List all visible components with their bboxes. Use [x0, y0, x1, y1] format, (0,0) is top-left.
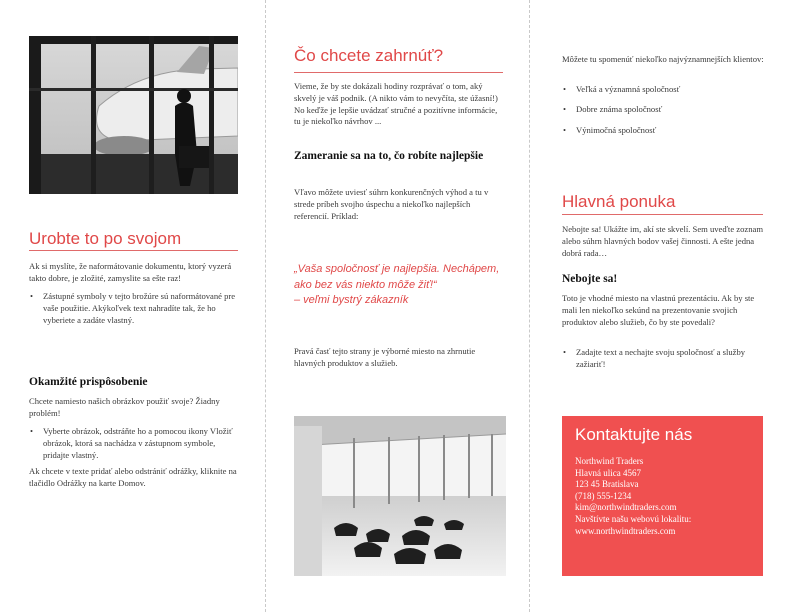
middle-intro: Vieme, že by ste dokázali hodiny rozprávať o tom, aký skvelý je váš podnik. (A nikto vám to nevyčíta, ste úžasní!) No keďže je lepšie uvádzať stručné a pozitívne informácie, tu je niekoľko návrhov ...	[294, 81, 498, 127]
contact-website[interactable]: www.northwindtraders.com	[575, 525, 676, 536]
list-item: • Zadajte text a nechajte svoju spoločnosť a služby zažiariť!	[562, 347, 767, 371]
middle-heading-rule	[294, 72, 503, 73]
contact-city: 123 45 Bratislava	[575, 479, 639, 490]
left-sub-heading: Okamžité prispôsobenie	[29, 376, 148, 388]
contact-street: Hlavná ulica 4567	[575, 467, 641, 478]
client-list	[562, 84, 767, 136]
testimonial	[294, 262, 506, 309]
right-sub-bullet-list	[562, 347, 767, 371]
contact-details	[575, 456, 691, 537]
offer-text: Nebojte sa! Ukážte im, akí ste skvelí. Sem uveďte zoznam alebo súhrn hlavných bodov vašej činnosti. A ešte jedna dobrá rada…	[562, 224, 764, 258]
left-heading-rule	[29, 250, 238, 251]
list-item: • Veľká a významná spoločnosť	[562, 84, 767, 96]
list-item: • Vyberte obrázok, odstráňte ho a pomocou ikony Vložiť obrázok, ktorá sa nachádza v zástupnom symbole, pridajte vlastný.	[29, 426, 239, 461]
left-bullet-list	[29, 291, 239, 326]
fold-line-right	[529, 0, 530, 612]
right-heading: Hlavná ponuka	[562, 192, 676, 211]
airport-photo	[29, 36, 238, 194]
left-sub-intro: Chcete namiesto našich obrázkov použiť svoje? Žiadny problém!	[29, 396, 220, 418]
left-closing: Ak chcete v texte pridať alebo odstrániť odrážky, kliknite na tlačidlo Odrážky na karte Domov.	[29, 466, 237, 488]
middle-heading: Čo chcete zahrnúť?	[294, 46, 444, 65]
left-heading: Urobte to po svojom	[29, 229, 182, 248]
list-item: • Dobre známa spoločnosť	[562, 104, 767, 116]
left-intro: Ak si myslíte, že naformátovanie dokumentu, ktorý vyzerá takto dobre, je zložité, zamyslite sa ešte raz!	[29, 261, 232, 283]
middle-closing: Pravá časť tejto strany je výborné miesto na zhrnutie hlavných produktov a služieb.	[294, 346, 476, 368]
fold-line-left	[265, 0, 266, 612]
right-sub-text: Toto je vhodné miesto na vlastnú prezentáciu. Ak by ste mali len niekoľko sekúnd na prezentovanie svojich produktov alebo služieb, čo by ste povedali?	[562, 293, 755, 327]
right-intro: Môžete tu spomenúť niekoľko najvýznamnejších klientov:	[562, 54, 764, 64]
contact-title: Kontaktujte nás	[575, 425, 693, 444]
contact-visit-label: Navštívte našu webovú lokalitu:	[575, 513, 692, 524]
list-item: • Výnimočná spoločnosť	[562, 125, 767, 137]
contact-company: Northwind Traders	[575, 456, 644, 466]
contact-phone: (718) 555-1234	[575, 490, 632, 501]
lobby-photo	[294, 416, 506, 576]
testimonial-quote: „Vaša spoločnosť je najlepšia. Nechápem, ako bez vás niekto môže žiť!“	[294, 263, 500, 291]
middle-sub-text: Vľavo môžete uviesť súhrn konkurenčných výhod a tu v strede príbeh svojho úspechu a niekoľko najlepších referencií. Príklad:	[294, 187, 489, 221]
contact-box	[562, 416, 763, 576]
left-sub-bullet-list	[29, 426, 239, 461]
testimonial-author: – veľmi bystrý zákazník	[294, 294, 409, 306]
contact-email[interactable]: kim@northwindtraders.com	[575, 502, 677, 513]
middle-sub-heading: Zameranie sa na to, čo robíte najlepšie	[294, 150, 484, 162]
list-item: • Zástupné symboly v tejto brožúre sú naformátované pre vaše použitie. Akýkoľvek text nahradíte tak, že ho vyberiete a zadáte vlastný.	[29, 291, 239, 326]
right-heading-rule	[562, 214, 763, 215]
right-sub-heading: Nebojte sa!	[562, 273, 618, 285]
